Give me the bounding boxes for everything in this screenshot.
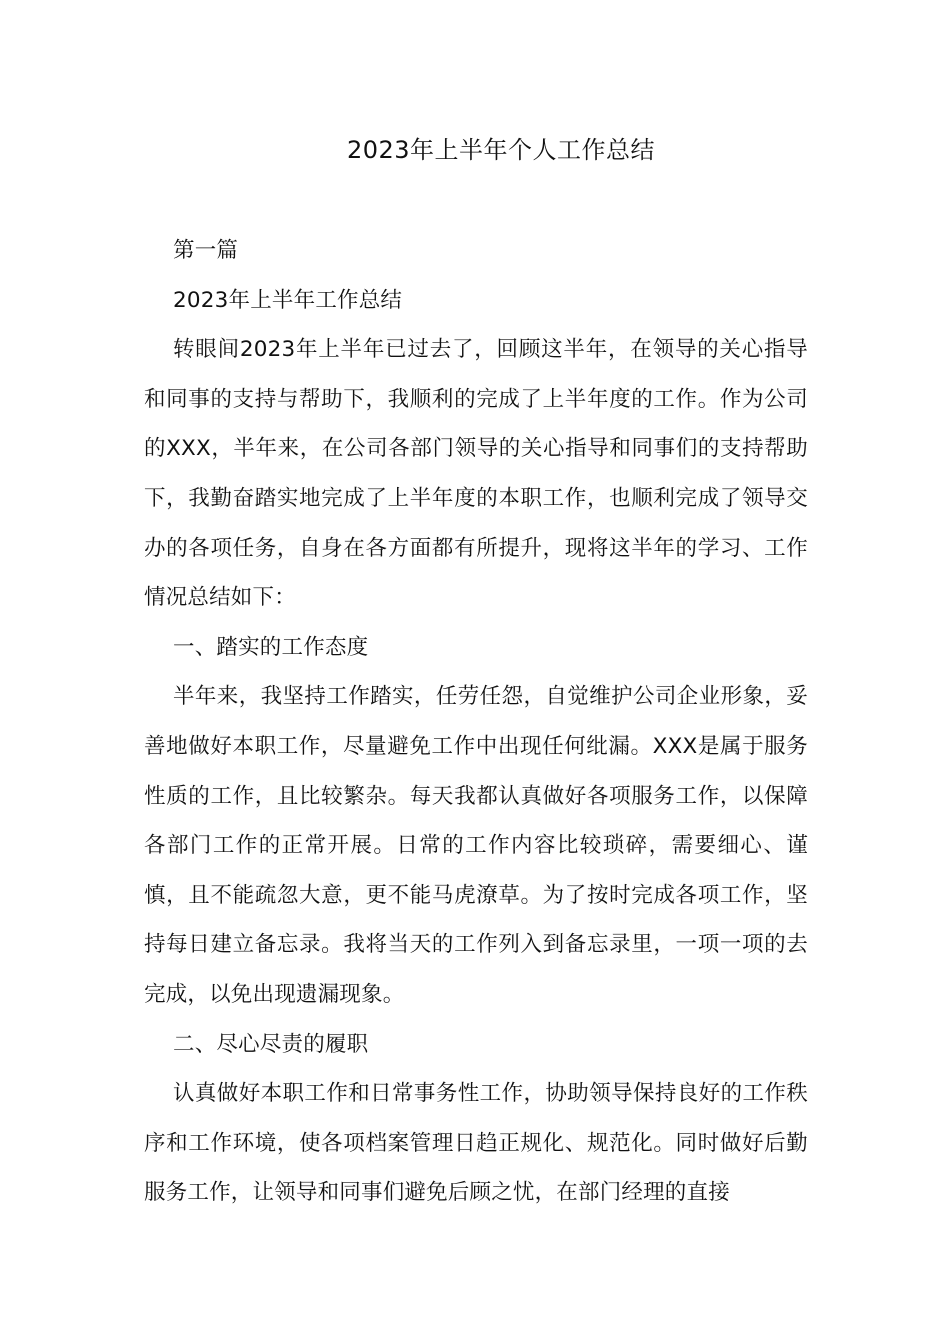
- document-body: [144, 226, 808, 1218]
- section-heading-1: 一、踏实的工作态度: [173, 634, 369, 660]
- intro-paragraph: 转眼间2023年上半年已过去了，回顾这半年，在领导的关心指导和同事的支持与帮助下，我顺利的完成了上半年度的工作。作为公司的XXX，半年来，在公司各部门领导的关心指导和同事们的支持帮助下，我勤奋踏实地完成了上半年度的本职工作，也顺利完成了领导交办的各项任务，自身在各方面都有所提升，现将这半年的学习、工作情况总结如下：: [144, 337, 808, 611]
- section-label: 第一篇: [173, 238, 239, 263]
- section-heading-2: 二、尽心尽责的履职: [173, 1031, 369, 1057]
- paragraph-2: 认真做好本职工作和日常事务性工作，协助领导保持良好的工作秩序和工作环境，使各项档案管理日趋正规化、规范化。同时做好后勤服务工作，让领导和同事们避免后顾之忧，在部门经理的直接: [144, 1081, 808, 1206]
- document-subtitle: 2023年上半年工作总结: [173, 287, 403, 313]
- document-title: 2023年上半年个人工作总结: [346, 136, 656, 164]
- paragraph-1: 半年来，我坚持工作踏实，任劳任怨，自觉维护公司企业形象，妥善地做好本职工作，尽量避免工作中出现任何纰漏。XXX是属于服务性质的工作，且比较繁杂。每天我都认真做好各项服务工作，以保障各部门工作的正常开展。日常的工作内容比较琐碎，需要细心、谨慎，且不能疏忽大意，更不能马虎潦草。为了按时完成各项工作，坚持每日建立备忘录。我将当天的工作列入到备忘录里，一项一项的去完成，以免出现遗漏现象。: [144, 684, 808, 1007]
